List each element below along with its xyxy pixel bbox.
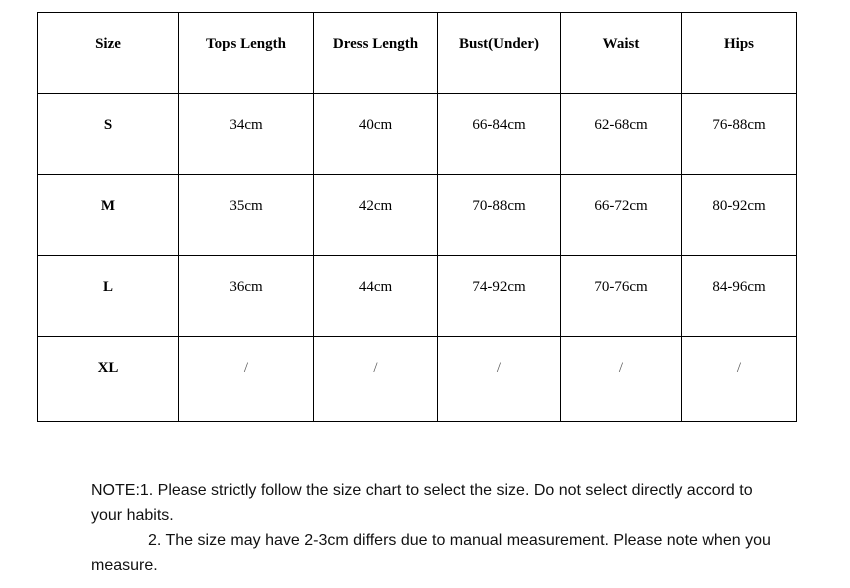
table-cell: 62-68cm — [561, 94, 682, 175]
table-cell: 34cm — [179, 94, 314, 175]
note-line-2: 2. The size may have 2-3cm differs due to manual measurement. Please note when you measure. — [91, 532, 771, 574]
table-cell: 70-88cm — [438, 175, 561, 256]
header-waist: Waist — [561, 13, 682, 94]
table-cell: / — [682, 337, 797, 422]
header-dress-length: Dress Length — [314, 13, 438, 94]
table-header-row — [38, 13, 797, 94]
table-cell: / — [179, 337, 314, 422]
table-cell: 66-72cm — [561, 175, 682, 256]
header-tops-length: Tops Length — [179, 13, 314, 94]
note-line-2-wrap — [91, 528, 771, 578]
table-cell: 76-88cm — [682, 94, 797, 175]
table-cell-size: M — [38, 175, 179, 256]
table-cell: / — [438, 337, 561, 422]
header-hips: Hips — [682, 13, 797, 94]
table-cell: / — [561, 337, 682, 422]
table-cell: 70-76cm — [561, 256, 682, 337]
table-cell: 84-96cm — [682, 256, 797, 337]
table-row — [38, 94, 797, 175]
note-line-1: NOTE:1. Please strictly follow the size chart to select the size. Do not select directly accord to your habits. — [91, 482, 753, 524]
table-cell: 42cm — [314, 175, 438, 256]
table-cell-size: XL — [38, 337, 179, 422]
table-row — [38, 256, 797, 337]
table-cell: / — [314, 337, 438, 422]
table-cell-size: S — [38, 94, 179, 175]
table-row — [38, 337, 797, 422]
table-cell: 36cm — [179, 256, 314, 337]
table-cell-size: L — [38, 256, 179, 337]
table-row — [38, 175, 797, 256]
table-cell: 35cm — [179, 175, 314, 256]
header-bust-under: Bust(Under) — [438, 13, 561, 94]
table-cell: 44cm — [314, 256, 438, 337]
table-cell: 66-84cm — [438, 94, 561, 175]
table-cell: 80-92cm — [682, 175, 797, 256]
size-chart-table — [37, 12, 797, 422]
header-size: Size — [38, 13, 179, 94]
table-cell: 40cm — [314, 94, 438, 175]
size-note — [91, 478, 771, 578]
table-cell: 74-92cm — [438, 256, 561, 337]
